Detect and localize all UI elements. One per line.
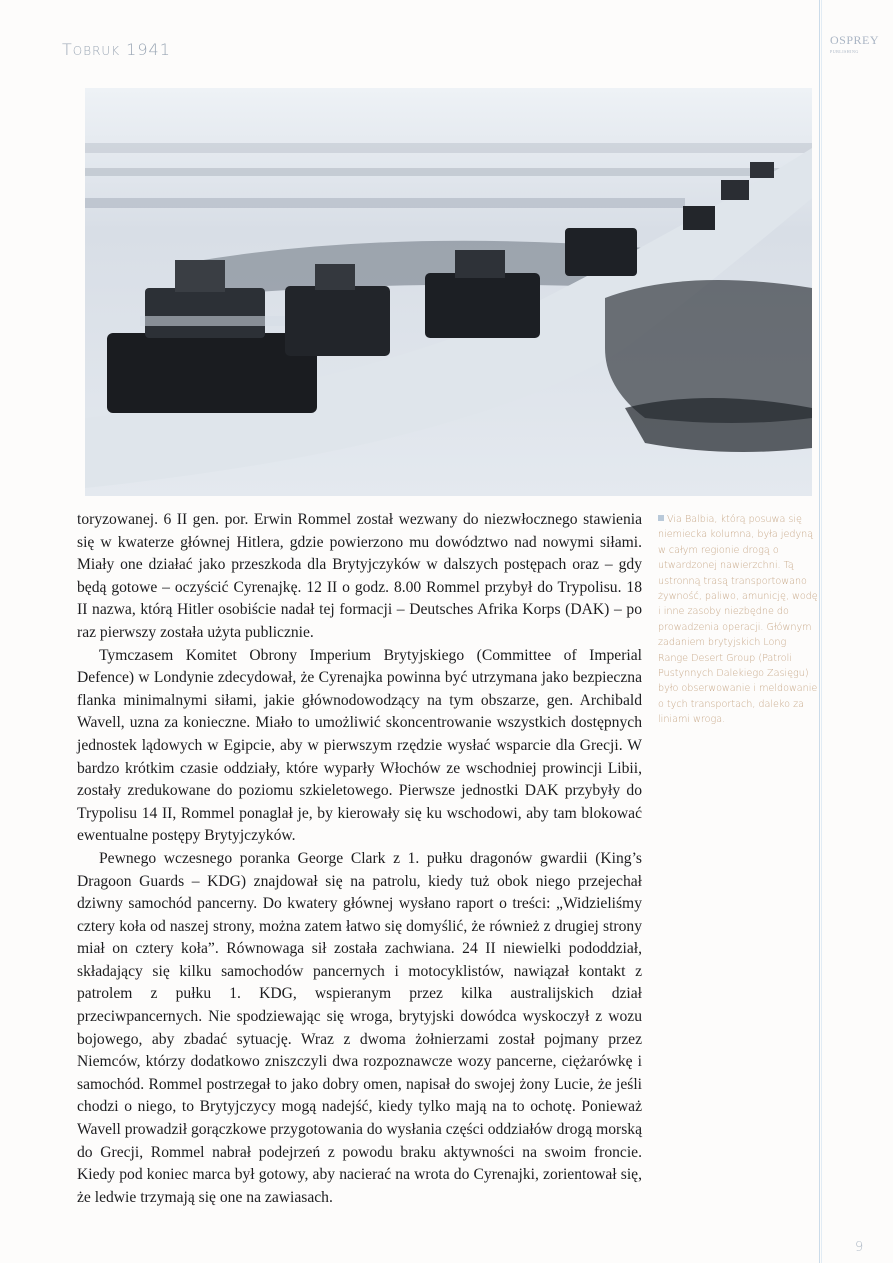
publisher-name: OSPREY <box>830 33 880 47</box>
running-head-year: 1941 <box>126 40 171 59</box>
caption-text: Via Balbia, którą posuwa się niemiecka kolumna, była jedyną w całym regionie drogą o utwardzonej nawierzchni. Tą ustronną trasą transportowano żywność, paliwo, amunicję, wodę i inne zasoby niezbędne do prowadzenia operacji. Głównym zadaniem brytyjskich Long Range Desert Group (Patroli Pustynnych Dalekiego Zasięgu) było obserwowanie i meldowanie o tych transportach, daleko za liniami wroga. <box>658 514 818 726</box>
page-number: 9 <box>855 1240 864 1255</box>
publisher-subtitle: PUBLISHING <box>830 49 859 54</box>
running-head-smallcaps: OBRUK <box>72 44 121 58</box>
photo-caption <box>658 512 818 728</box>
article-body <box>77 509 642 1209</box>
running-head-initial: T <box>62 40 73 59</box>
margin-rule-secondary <box>821 0 822 1263</box>
paragraph-1: toryzowanej. 6 II gen. por. Erwin Rommel został wezwany do niezwłocznego stawienia się w kwaterze głównej Hitlera, gdzie powierzono mu dowództwo nad nowymi siłami. Miały one działać jako przeszkoda dla Brytyjczyków w dalszych postępach oraz – gdy będą gotowe – oczyścić Cyrenajkę. 12 II o godz. 8.00 Rommel przybył do Trypolisu. 18 II nazwa, którą Hitler osobiście nadał tej formacji – Deutsches Afrika Korps (DAK) – po raz pierwszy została użyta publicznie. <box>77 511 642 641</box>
margin-rule <box>819 0 820 1263</box>
paragraph-3: Pewnego wczesnego poranka George Clark z 1. pułku dragonów gwardii (King’s Dragoon Guards – KDG) znajdował się na patrolu, kiedy tuż obok niego przejechał dziwny samochód pancerny. Do kwatery głównej wysłano raport o treści: „Widzieliśmy cztery koła od naszej strony, można zatem łatwo się domyślić, że również z drugiej strony miał on cztery koła”. Równowaga sił została zachwiana. 24 II niewielki pododdział, składający się kilku samochodów pancernych i motocyklistów, nawiązał kontakt z patrolem z pułku 1. KDG, wspieranym przez kilka australijskich dział przeciwpancernych. Nie spodziewając się wroga, brytyjski dowódca wyskoczył z wozu bojowego, aby zbadać sytuację. Wraz z dwoma żołnierzami został pojmany przez Niemców, którzy dodatkowo zniszczyli dwa rozpoznawcze wozy pancerne, ciężarówkę i samochód. Rommel postrzegał to jako dobry omen, napisał do swojej żony Lucie, że jeśli chodzi o niego, to Brytyjczycy mogą nadejść, kiedy tylko mają na to ochotę. Ponieważ Wavell prowadził gorączkowe przygotowania do wysłania części oddziałów drogą morską do Grecji, Rommel nabrał podejrzeń z powodu braku aktywności na swoim froncie. Kiedy pod koniec marca był gotowy, aby nacierać na wrota do Cyrenajki, zorientował się, że ledwie trzymają się one na zawiasach. <box>77 849 642 1206</box>
running-head <box>62 40 171 59</box>
photo-image <box>85 88 812 496</box>
photo-tank-column <box>85 88 812 496</box>
caption-bullet-icon <box>658 515 664 521</box>
publisher-logo <box>830 33 893 54</box>
paragraph-2: Tymczasem Komitet Obrony Imperium Brytyjskiego (Committee of Imperial Defence) w Londynie zdecydował, że Cyrenajka powinna być utrzymana jako bezpieczna flanka minimalnymi siłami, jakie głównodowodzący na tym obszarze, gen. Archibald Wavell, uzna za konieczne. Miało to umożliwić skoncentrowanie wszystkich dostępnych jednostek lądowych w Egipcie, aby w pierwszym rzędzie wysłać wsparcie dla Grecji. W bardzo krótkim czasie oddziały, które wyparły Włochów ze wschodniej prowincji Libii, zostały zredukowane do poziomu szkieletowego. Pierwsze jednostki DAK przybyły do Trypolisu 14 II, Rommel ponaglał je, by kierowały się ku wschodowi, aby tam blokować ewentualne postępy Brytyjczyków. <box>77 646 642 845</box>
